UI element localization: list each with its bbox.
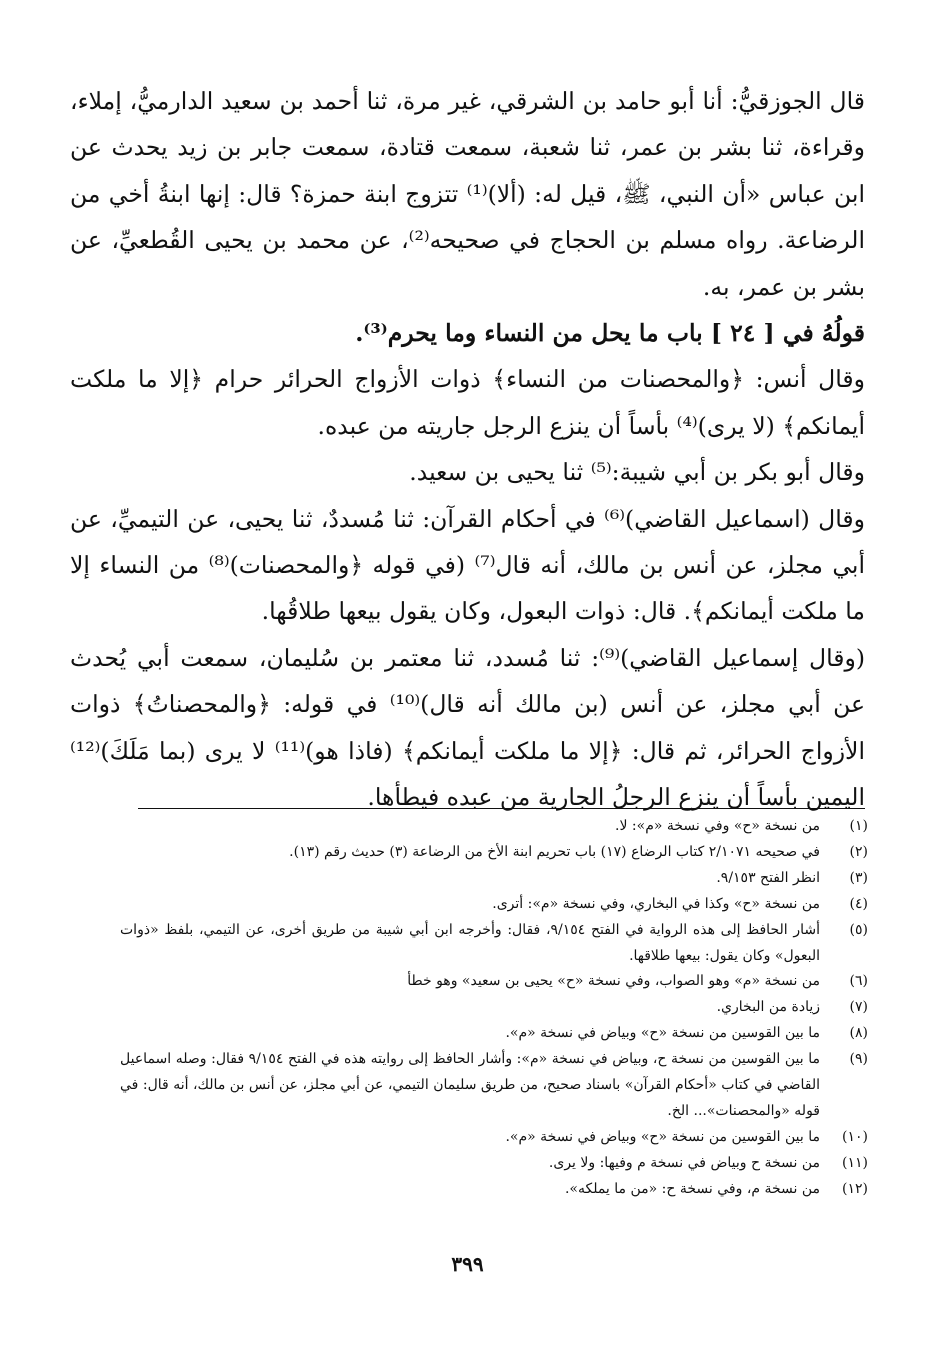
footnote-separator (138, 808, 865, 809)
footnotes (120, 814, 868, 1203)
footnote-number: (١) (849, 818, 868, 834)
footnote-text: من نسخة «م» وهو الصواب، وفي نسخة «ح» يحيى بن سعيد» وهو خطأ (407, 973, 820, 990)
footnote (120, 892, 868, 918)
footnote (120, 1047, 868, 1125)
paragraph-ismail-qadi-1: وقال (اسماعيل القاضي)⁽⁶⁾ في أحكام القرآن: ثنا مُسددٌ، ثنا يحيى، عن التيميِّ، عن أبي مجلز، عن أنس بن مالك، أنه قال⁽⁷⁾ (في قوله ﴿والمحصنات)⁽⁸⁾ من النساء إلا ما ملكت أيمانكم﴾. قال: ذوات البعول، وكان يقول بيعها طلاقُها. (70, 504, 866, 626)
footnote-text: من نسخة م، وفي نسخة ح: «من ما يملكه». (564, 1180, 820, 1197)
footnote-number: (٨) (849, 1025, 868, 1042)
footnote-number: (٤) (849, 895, 868, 912)
chapter-heading: قولُهُ في [ ٢٤ ] باب ما يحل من النساء وما يحرم⁽³⁾. (355, 319, 865, 348)
paragraph-ibn-abi-shayba: وقال أبو بكر بن أبي شيبة:⁽⁵⁾ ثنا يحيى بن سعيد. (409, 458, 865, 487)
footnote-number: (٧) (849, 999, 868, 1016)
footnote (120, 840, 868, 866)
footnote-text: من نسخة «ح» وفي نسخة «م»: لا. (615, 818, 820, 834)
footnote-number: (٣) (849, 869, 868, 886)
footnote-text: ما بين القوسين من نسخة «ح» وبياض في نسخة «م». (505, 1025, 820, 1042)
footnote (120, 995, 868, 1021)
footnote (120, 918, 868, 970)
footnote (120, 866, 868, 892)
main-text (70, 78, 865, 821)
footnote (120, 1177, 868, 1203)
footnote (120, 1151, 868, 1177)
footnote-text: ما بين القوسين من نسخة «ح» وبياض في نسخة «م». (505, 1128, 820, 1145)
footnote-text: زيادة من البخاري. (716, 999, 820, 1016)
footnote-text: في صحيحه ٢/١٠٧١ كتاب الرضاع (١٧) باب تحريم ابنة الأخ من الرضاعة (٣) حديث رقم (١٣). (289, 843, 820, 860)
footnote (120, 969, 868, 995)
footnote-number: (٦) (849, 973, 868, 990)
footnote-text: من نسخة ح وبياض في نسخة م وفيها: ولا يرى. (548, 1154, 820, 1171)
footnote-text: انظر الفتح ٩/١٥٣. (716, 869, 820, 886)
footnote-text: من نسخة «ح» وكذا في البخاري، وفي نسخة «م»: أترى. (492, 895, 820, 912)
footnote-number: (١٠) (842, 1128, 868, 1145)
footnote (120, 1125, 868, 1151)
footnote-text: ما بين القوسين من نسخة ح، وبياض في نسخة «م»: وأشار الحافظ إلى روايته هذه في الفتح ٩/١٥٤ فقال: وصله اسماعيل القاضي في كتاب «أحكام القرآن» باسناد صحيح، من طريق سليمان التيمي، عن أبي مجلز، عن أنس بن مالك، أنه قال: في قوله «والمحصنات»... الخ. (120, 1051, 820, 1119)
footnote-number: (١١) (842, 1154, 868, 1171)
paragraph-jawzaqi: قال الجوزقيُّ: أنا أبو حامد بن الشرقي، غير مرة، ثنا أحمد بن سعيد الدارميُّ، إملاء، وقراءة، ثنا بشر بن عمر، ثنا شعبة، سمعت قتادة، سمعت جابر بن زيد يحدث عن ابن عباس «أن النبي، ﷺ، قيل له: (ألا)⁽¹⁾ تتزوج ابنة حمزة؟ قال: إنها ابنةُ أخي من الرضاعة. رواه مسلم بن الحجاج في صحيحه⁽²⁾، عن محمد بن يحيى القُطعيِّ، عن بشر بن عمر، به. (70, 87, 865, 301)
footnote-text: أشار الحافظ إلى هذه الرواية في الفتح ٩/١٥٤، فقال: وأخرجه ابن أبي شيبة من طريق أخرى، عن التيمي، بلفظ «ذوات البعول» وكان يقول: بيعها طلاقها. (120, 921, 820, 964)
footnote (120, 1021, 868, 1047)
footnote-number: (٩) (849, 1051, 868, 1068)
page-number: ٣٩٩ (451, 1252, 484, 1276)
paragraph-anas: وقال أنس: ﴿والمحصنات من النساء﴾ ذوات الأزواج الحرائر حرام ﴿إلا ما ملكت أيمانكم﴾ (لا يرى)⁽⁴⁾ بأساً أن ينزع الرجل جاريته من عبده. (70, 365, 865, 440)
footnote-number: (١٢) (842, 1180, 868, 1197)
paragraph-ismail-qadi-2: (وقال إسماعيل القاضي)⁽⁹⁾: ثنا مُسدد، ثنا معتمر بن سُليمان، سمعت أبي يُحدث عن أبي مجلز، عن أنس (بن مالك أنه قال)⁽¹⁰⁾ في قوله: ﴿والمحصناتُ﴾ ذوات الأزواج الحرائر، ثم قال: ﴿إلا ما ملكت أيمانكم﴾ (فاذا هو)⁽¹¹⁾ لا يرى (بما مَلَكَ)⁽¹²⁾ اليمين بأساً أن ينزع الرجلُ الجارية من عبده فيطأها. (70, 643, 866, 812)
footnote-number: (٥) (849, 921, 868, 938)
footnote (120, 814, 868, 840)
footnote-number: (٢) (849, 843, 868, 860)
